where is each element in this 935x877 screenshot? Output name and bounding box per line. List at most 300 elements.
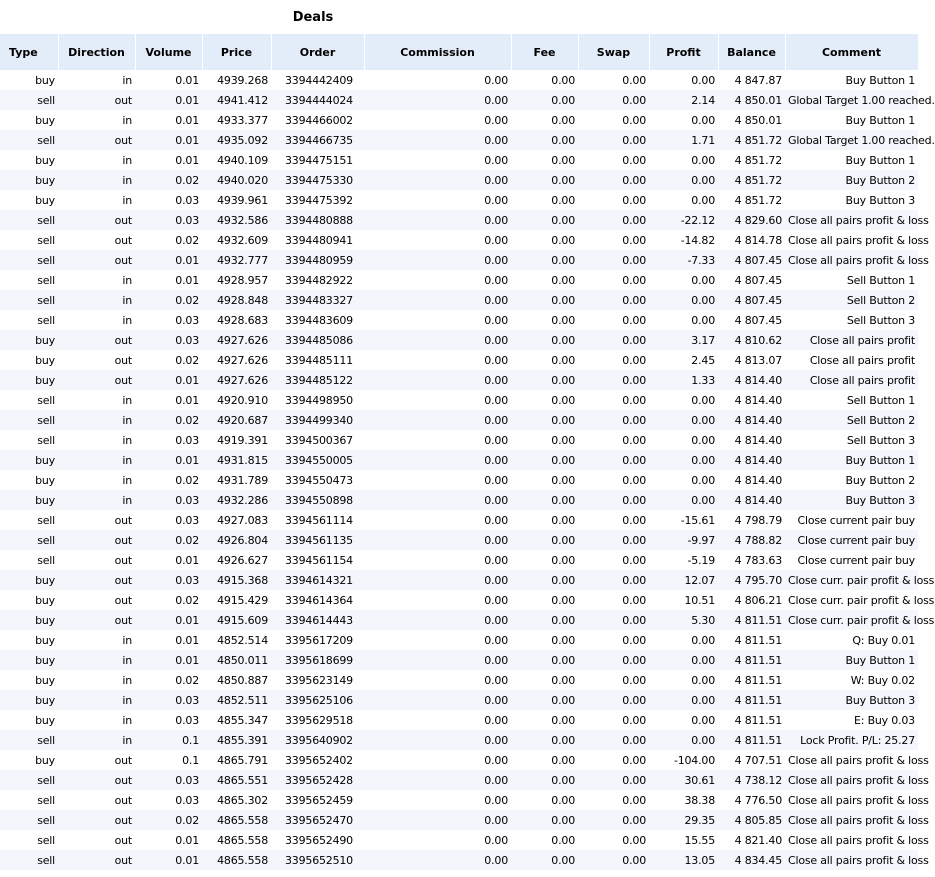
table-row[interactable] <box>0 130 918 150</box>
table-row[interactable] <box>0 570 918 590</box>
table-row[interactable] <box>0 230 918 250</box>
cell-comment: Close curr. pair profit & loss <box>788 593 935 607</box>
table-row[interactable] <box>0 510 918 530</box>
table-row[interactable] <box>0 790 918 810</box>
cell-balance: 4 810.62 <box>718 330 785 350</box>
cell-volume: 0.02 <box>135 530 202 550</box>
cell-type: buy <box>35 713 55 727</box>
cell-direction: out <box>58 130 135 150</box>
cell-volume: 0.01 <box>175 833 199 847</box>
cell-comment: Close all pairs profit & loss <box>785 810 918 830</box>
cell-direction: in <box>122 73 132 87</box>
cell-comment: Close all pairs profit <box>785 330 918 350</box>
cell-profit: -15.61 <box>680 513 715 527</box>
cell-direction: in <box>58 690 135 710</box>
cell-comment: Global Target 1.00 reached. <box>785 90 918 110</box>
cell-fee: 0.00 <box>511 450 578 470</box>
column-header-swap[interactable]: Swap <box>578 34 649 70</box>
cell-profit: 13.05 <box>649 850 718 870</box>
table-row[interactable] <box>0 190 918 210</box>
cell-type: sell <box>0 290 58 310</box>
cell-balance: 4 707.51 <box>734 753 782 767</box>
table-row[interactable] <box>0 650 918 670</box>
table-row[interactable] <box>0 490 918 510</box>
cell-commission: 0.00 <box>484 313 508 327</box>
table-row[interactable] <box>0 390 918 410</box>
cell-fee: 0.00 <box>511 410 578 430</box>
cell-balance: 4 851.72 <box>734 193 782 207</box>
cell-order: 3394483609 <box>285 313 353 327</box>
cell-volume: 0.1 <box>135 730 202 750</box>
cell-direction: out <box>114 353 132 367</box>
cell-commission: 0.00 <box>364 690 511 710</box>
cell-fee: 0.00 <box>511 730 578 750</box>
cell-profit: 2.14 <box>649 90 718 110</box>
cell-direction: out <box>58 610 135 630</box>
cell-volume: 0.03 <box>175 313 199 327</box>
cell-commission: 0.00 <box>364 490 511 510</box>
cell-volume: 0.01 <box>175 393 199 407</box>
cell-fee: 0.00 <box>511 90 578 110</box>
table-row[interactable] <box>0 70 918 90</box>
cell-price: 4928.957 <box>217 273 268 287</box>
cell-price: 4941.412 <box>202 90 271 110</box>
table-row[interactable] <box>0 370 918 390</box>
cell-profit: 0.00 <box>691 433 715 447</box>
cell-balance: 4 807.45 <box>718 250 785 270</box>
cell-type: buy <box>35 113 55 127</box>
cell-direction: out <box>114 233 132 247</box>
column-header-volume[interactable]: Volume <box>135 34 202 70</box>
cell-direction: in <box>122 473 132 487</box>
cell-type: sell <box>0 770 58 790</box>
cell-fee: 0.00 <box>551 393 575 407</box>
cell-balance: 4 851.72 <box>734 153 782 167</box>
cell-type: buy <box>0 170 58 190</box>
cell-direction: in <box>122 673 132 687</box>
cell-fee: 0.00 <box>551 553 575 567</box>
table-row[interactable] <box>0 770 918 790</box>
column-header-comment[interactable]: Comment <box>785 34 918 70</box>
cell-swap: 0.00 <box>622 673 646 687</box>
table-row[interactable] <box>0 270 918 290</box>
cell-price: 4926.804 <box>202 530 271 550</box>
cell-swap: 0.00 <box>578 250 649 270</box>
cell-volume: 0.03 <box>135 690 202 710</box>
cell-direction: in <box>122 113 132 127</box>
cell-balance: 4 807.45 <box>734 313 782 327</box>
table-row[interactable] <box>0 110 918 130</box>
cell-type: sell <box>0 850 58 870</box>
cell-balance: 4 811.51 <box>718 730 785 750</box>
cell-commission: 0.00 <box>484 153 508 167</box>
cell-fee: 0.00 <box>511 290 578 310</box>
cell-type: buy <box>0 570 58 590</box>
cell-comment: Buy Button 2 <box>845 473 915 487</box>
cell-commission: 0.00 <box>484 713 508 727</box>
cell-volume: 0.03 <box>135 210 202 230</box>
cell-volume: 0.03 <box>135 570 202 590</box>
cell-comment: Buy Button 1 <box>785 650 918 670</box>
cell-price: 4940.020 <box>202 170 271 190</box>
cell-volume: 0.01 <box>135 90 202 110</box>
table-row[interactable] <box>0 610 918 630</box>
cell-profit: -7.33 <box>649 250 718 270</box>
table-row[interactable] <box>0 830 918 850</box>
cell-volume: 0.01 <box>135 370 202 390</box>
cell-commission: 0.00 <box>364 530 511 550</box>
cell-fee: 0.00 <box>551 633 575 647</box>
cell-profit: -14.82 <box>680 233 715 247</box>
cell-comment: Buy Button 3 <box>845 193 915 207</box>
cell-swap: 0.00 <box>578 370 649 390</box>
cell-type: buy <box>35 153 55 167</box>
cell-order: 3394444024 <box>271 90 364 110</box>
cell-profit: 15.55 <box>684 833 715 847</box>
cell-order: 3394480888 <box>271 210 364 230</box>
cell-profit: -104.00 <box>673 753 715 767</box>
cell-swap: 0.00 <box>578 850 649 870</box>
cell-swap: 0.00 <box>622 233 646 247</box>
cell-commission: 0.00 <box>364 290 511 310</box>
cell-fee: 0.00 <box>511 530 578 550</box>
cell-commission: 0.00 <box>484 193 508 207</box>
cell-swap: 0.00 <box>622 833 646 847</box>
cell-commission: 0.00 <box>364 250 511 270</box>
table-row[interactable] <box>0 810 918 830</box>
cell-type: sell <box>37 553 55 567</box>
cell-order: 3394485122 <box>271 370 364 390</box>
cell-fee: 0.00 <box>551 313 575 327</box>
cell-commission: 0.00 <box>484 593 508 607</box>
cell-order: 3395625106 <box>271 690 364 710</box>
cell-profit: 0.00 <box>649 170 718 190</box>
cell-price: 4865.558 <box>217 833 268 847</box>
cell-commission: 0.00 <box>364 210 511 230</box>
cell-balance: 4 776.50 <box>734 793 782 807</box>
cell-commission: 0.00 <box>484 673 508 687</box>
table-row[interactable] <box>0 210 918 230</box>
cell-balance: 4 814.40 <box>734 393 782 407</box>
cell-order: 3394442409 <box>285 73 353 87</box>
cell-order: 3394550005 <box>271 450 364 470</box>
cell-type: buy <box>35 593 55 607</box>
table-row[interactable] <box>0 710 918 730</box>
table-row[interactable] <box>0 470 918 490</box>
table-row[interactable] <box>0 730 918 750</box>
cell-order: 3394500367 <box>285 433 353 447</box>
table-row[interactable] <box>0 630 918 650</box>
cell-commission: 0.00 <box>364 770 511 790</box>
cell-price: 4932.777 <box>202 250 271 270</box>
cell-balance: 4 829.60 <box>718 210 785 230</box>
cell-swap: 0.00 <box>622 633 646 647</box>
cell-profit: 0.00 <box>691 193 715 207</box>
cell-swap: 0.00 <box>578 610 649 630</box>
cell-swap: 0.00 <box>622 513 646 527</box>
cell-fee: 0.00 <box>511 490 578 510</box>
cell-swap: 0.00 <box>578 330 649 350</box>
cell-direction: in <box>58 170 135 190</box>
cell-direction: in <box>58 290 135 310</box>
table-row[interactable] <box>0 90 918 110</box>
cell-type: buy <box>35 473 55 487</box>
cell-volume: 0.01 <box>175 73 199 87</box>
cell-profit: 0.00 <box>691 273 715 287</box>
column-header-order[interactable]: Order <box>271 34 364 70</box>
cell-price: 4855.391 <box>202 730 271 750</box>
cell-price: 4865.302 <box>217 793 268 807</box>
cell-comment: Close all pairs profit <box>809 353 915 367</box>
cell-order: 3394614443 <box>271 610 364 630</box>
cell-price: 4919.391 <box>217 433 268 447</box>
cell-order: 3394475330 <box>271 170 364 190</box>
cell-swap: 0.00 <box>622 593 646 607</box>
cell-fee: 0.00 <box>511 650 578 670</box>
cell-type: buy <box>35 673 55 687</box>
cell-type: sell <box>0 90 58 110</box>
cell-fee: 0.00 <box>511 690 578 710</box>
cell-direction: out <box>114 753 132 767</box>
cell-commission: 0.00 <box>364 570 511 590</box>
cell-fee: 0.00 <box>551 433 575 447</box>
cell-swap: 0.00 <box>578 210 649 230</box>
cell-commission: 0.00 <box>364 610 511 630</box>
column-header-balance[interactable]: Balance <box>718 34 785 70</box>
cell-price: 4852.514 <box>217 633 268 647</box>
cell-fee: 0.00 <box>511 130 578 150</box>
cell-volume: 0.03 <box>175 713 199 727</box>
cell-balance: 4 813.07 <box>734 353 782 367</box>
cell-profit: 0.00 <box>691 393 715 407</box>
cell-order: 3394561135 <box>271 530 364 550</box>
cell-order: 3395623149 <box>285 673 353 687</box>
cell-order: 3394466002 <box>285 113 353 127</box>
cell-comment: Buy Button 1 <box>845 113 915 127</box>
cell-volume: 0.03 <box>175 193 199 207</box>
cell-type: buy <box>0 370 58 390</box>
cell-type: sell <box>0 410 58 430</box>
cell-profit: -22.12 <box>649 210 718 230</box>
cell-price: 4850.011 <box>202 650 271 670</box>
cell-order: 3395652402 <box>285 753 353 767</box>
cell-type: sell <box>0 210 58 230</box>
table-row[interactable] <box>0 170 918 190</box>
cell-order: 3395652510 <box>271 850 364 870</box>
cell-order: 3394483327 <box>271 290 364 310</box>
column-header-type[interactable]: Type <box>0 34 58 70</box>
cell-direction: out <box>114 833 132 847</box>
cell-balance: 4 811.51 <box>734 673 782 687</box>
cell-comment: Sell Button 3 <box>846 433 915 447</box>
cell-balance: 4 811.51 <box>718 650 785 670</box>
cell-direction: out <box>114 793 132 807</box>
cell-volume: 0.01 <box>135 450 202 470</box>
cell-swap: 0.00 <box>622 553 646 567</box>
cell-balance: 4 738.12 <box>718 770 785 790</box>
cell-profit: 12.07 <box>649 570 718 590</box>
cell-type: sell <box>37 833 55 847</box>
cell-commission: 0.00 <box>364 170 511 190</box>
cell-direction: in <box>122 273 132 287</box>
cell-swap: 0.00 <box>578 570 649 590</box>
cell-order: 3394550898 <box>271 490 364 510</box>
cell-profit: -9.97 <box>649 530 718 550</box>
cell-balance: 4 851.72 <box>718 170 785 190</box>
cell-price: 4931.789 <box>217 473 268 487</box>
cell-fee: 0.00 <box>551 193 575 207</box>
table-row[interactable] <box>0 410 918 430</box>
cell-type: buy <box>35 193 55 207</box>
cell-order: 3394561114 <box>285 513 353 527</box>
cell-profit: 0.00 <box>649 730 718 750</box>
cell-order: 3394482922 <box>285 273 353 287</box>
table-header-row <box>0 34 918 70</box>
cell-comment: Close all pairs profit & loss <box>788 833 929 847</box>
cell-price: 4865.551 <box>202 770 271 790</box>
cell-fee: 0.00 <box>551 273 575 287</box>
cell-type: sell <box>0 810 58 830</box>
cell-comment: Buy Button 3 <box>785 690 918 710</box>
table-row[interactable] <box>0 850 918 870</box>
table-row[interactable] <box>0 670 918 690</box>
cell-comment: Sell Button 2 <box>785 410 918 430</box>
cell-volume: 0.01 <box>175 553 199 567</box>
cell-volume: 0.02 <box>175 473 199 487</box>
cell-order: 3395652459 <box>285 793 353 807</box>
table-row[interactable] <box>0 750 918 770</box>
cell-commission: 0.00 <box>364 810 511 830</box>
cell-balance: 4 851.72 <box>718 130 785 150</box>
column-header-commission[interactable]: Commission <box>364 34 511 70</box>
cell-balance: 4 783.63 <box>734 553 782 567</box>
cell-price: 4920.910 <box>217 393 268 407</box>
deals-table <box>0 34 935 870</box>
cell-swap: 0.00 <box>622 753 646 767</box>
cell-commission: 0.00 <box>364 130 511 150</box>
cell-price: 4927.083 <box>217 513 268 527</box>
cell-direction: in <box>122 433 132 447</box>
cell-swap: 0.00 <box>622 193 646 207</box>
cell-swap: 0.00 <box>578 770 649 790</box>
table-row[interactable] <box>0 430 918 450</box>
cell-price: 4920.687 <box>202 410 271 430</box>
cell-direction: out <box>58 570 135 590</box>
cell-direction: out <box>58 810 135 830</box>
cell-direction: out <box>58 210 135 230</box>
cell-comment: Close all pairs profit & loss <box>785 850 918 870</box>
table-row[interactable] <box>0 350 918 370</box>
deals-title: Deals <box>292 10 334 25</box>
table-row[interactable] <box>0 690 918 710</box>
cell-direction: in <box>122 393 132 407</box>
cell-comment: W: Buy 0.02 <box>850 673 915 687</box>
cell-direction: in <box>58 450 135 470</box>
column-header-price[interactable]: Price <box>202 34 271 70</box>
cell-fee: 0.00 <box>511 210 578 230</box>
cell-price: 4855.347 <box>217 713 268 727</box>
cell-order: 3394614321 <box>271 570 364 590</box>
cell-direction: in <box>58 410 135 430</box>
cell-comment: Buy Button 1 <box>845 153 915 167</box>
table-row[interactable] <box>0 450 918 470</box>
cell-swap: 0.00 <box>578 730 649 750</box>
cell-commission: 0.00 <box>364 850 511 870</box>
table-row[interactable] <box>0 290 918 310</box>
cell-type: buy <box>35 353 55 367</box>
cell-price: 4927.626 <box>202 330 271 350</box>
cell-comment: Close current pair buy <box>797 553 915 567</box>
table-row[interactable] <box>0 590 918 610</box>
cell-order: 3395652490 <box>285 833 353 847</box>
cell-direction: out <box>58 90 135 110</box>
cell-swap: 0.00 <box>578 450 649 470</box>
column-header-profit[interactable]: Profit <box>649 34 718 70</box>
cell-fee: 0.00 <box>551 153 575 167</box>
cell-commission: 0.00 <box>484 833 508 847</box>
cell-price: 4915.609 <box>202 610 271 630</box>
column-header-direction[interactable]: Direction <box>58 34 135 70</box>
cell-balance: 4 805.85 <box>718 810 785 830</box>
cell-swap: 0.00 <box>622 353 646 367</box>
cell-price: 4928.848 <box>202 290 271 310</box>
cell-profit: 30.61 <box>649 770 718 790</box>
cell-swap: 0.00 <box>622 73 646 87</box>
cell-volume: 0.01 <box>175 113 199 127</box>
cell-type: buy <box>35 753 55 767</box>
cell-type: buy <box>0 490 58 510</box>
cell-swap: 0.00 <box>578 170 649 190</box>
cell-commission: 0.00 <box>484 793 508 807</box>
table-row[interactable] <box>0 250 918 270</box>
table-row[interactable] <box>0 530 918 550</box>
cell-direction: in <box>122 313 132 327</box>
cell-balance: 4 814.40 <box>734 473 782 487</box>
column-header-fee[interactable]: Fee <box>511 34 578 70</box>
cell-swap: 0.00 <box>622 713 646 727</box>
cell-volume: 0.03 <box>175 433 199 447</box>
cell-volume: 0.1 <box>182 753 199 767</box>
cell-direction: in <box>58 650 135 670</box>
cell-balance: 4 811.51 <box>718 610 785 630</box>
cell-swap: 0.00 <box>578 410 649 430</box>
table-row[interactable] <box>0 550 918 570</box>
cell-swap: 0.00 <box>578 530 649 550</box>
cell-profit: 0.00 <box>691 73 715 87</box>
cell-commission: 0.00 <box>364 730 511 750</box>
cell-profit: 0.00 <box>649 450 718 470</box>
table-row[interactable] <box>0 330 918 350</box>
cell-volume: 0.02 <box>135 170 202 190</box>
table-row[interactable] <box>0 150 918 170</box>
cell-commission: 0.00 <box>484 113 508 127</box>
cell-balance: 4 807.45 <box>718 290 785 310</box>
cell-price: 4915.368 <box>202 570 271 590</box>
cell-type: sell <box>0 130 58 150</box>
cell-type: sell <box>0 250 58 270</box>
cell-price: 4865.558 <box>202 850 271 870</box>
cell-commission: 0.00 <box>484 513 508 527</box>
cell-commission: 0.00 <box>364 90 511 110</box>
cell-price: 4852.511 <box>202 690 271 710</box>
cell-direction: out <box>114 513 132 527</box>
cell-comment: Sell Button 2 <box>785 290 918 310</box>
cell-price: 4932.286 <box>202 490 271 510</box>
table-row[interactable] <box>0 310 918 330</box>
cell-balance: 4 811.51 <box>734 633 782 647</box>
cell-fee: 0.00 <box>511 250 578 270</box>
cell-profit: 0.00 <box>691 473 715 487</box>
